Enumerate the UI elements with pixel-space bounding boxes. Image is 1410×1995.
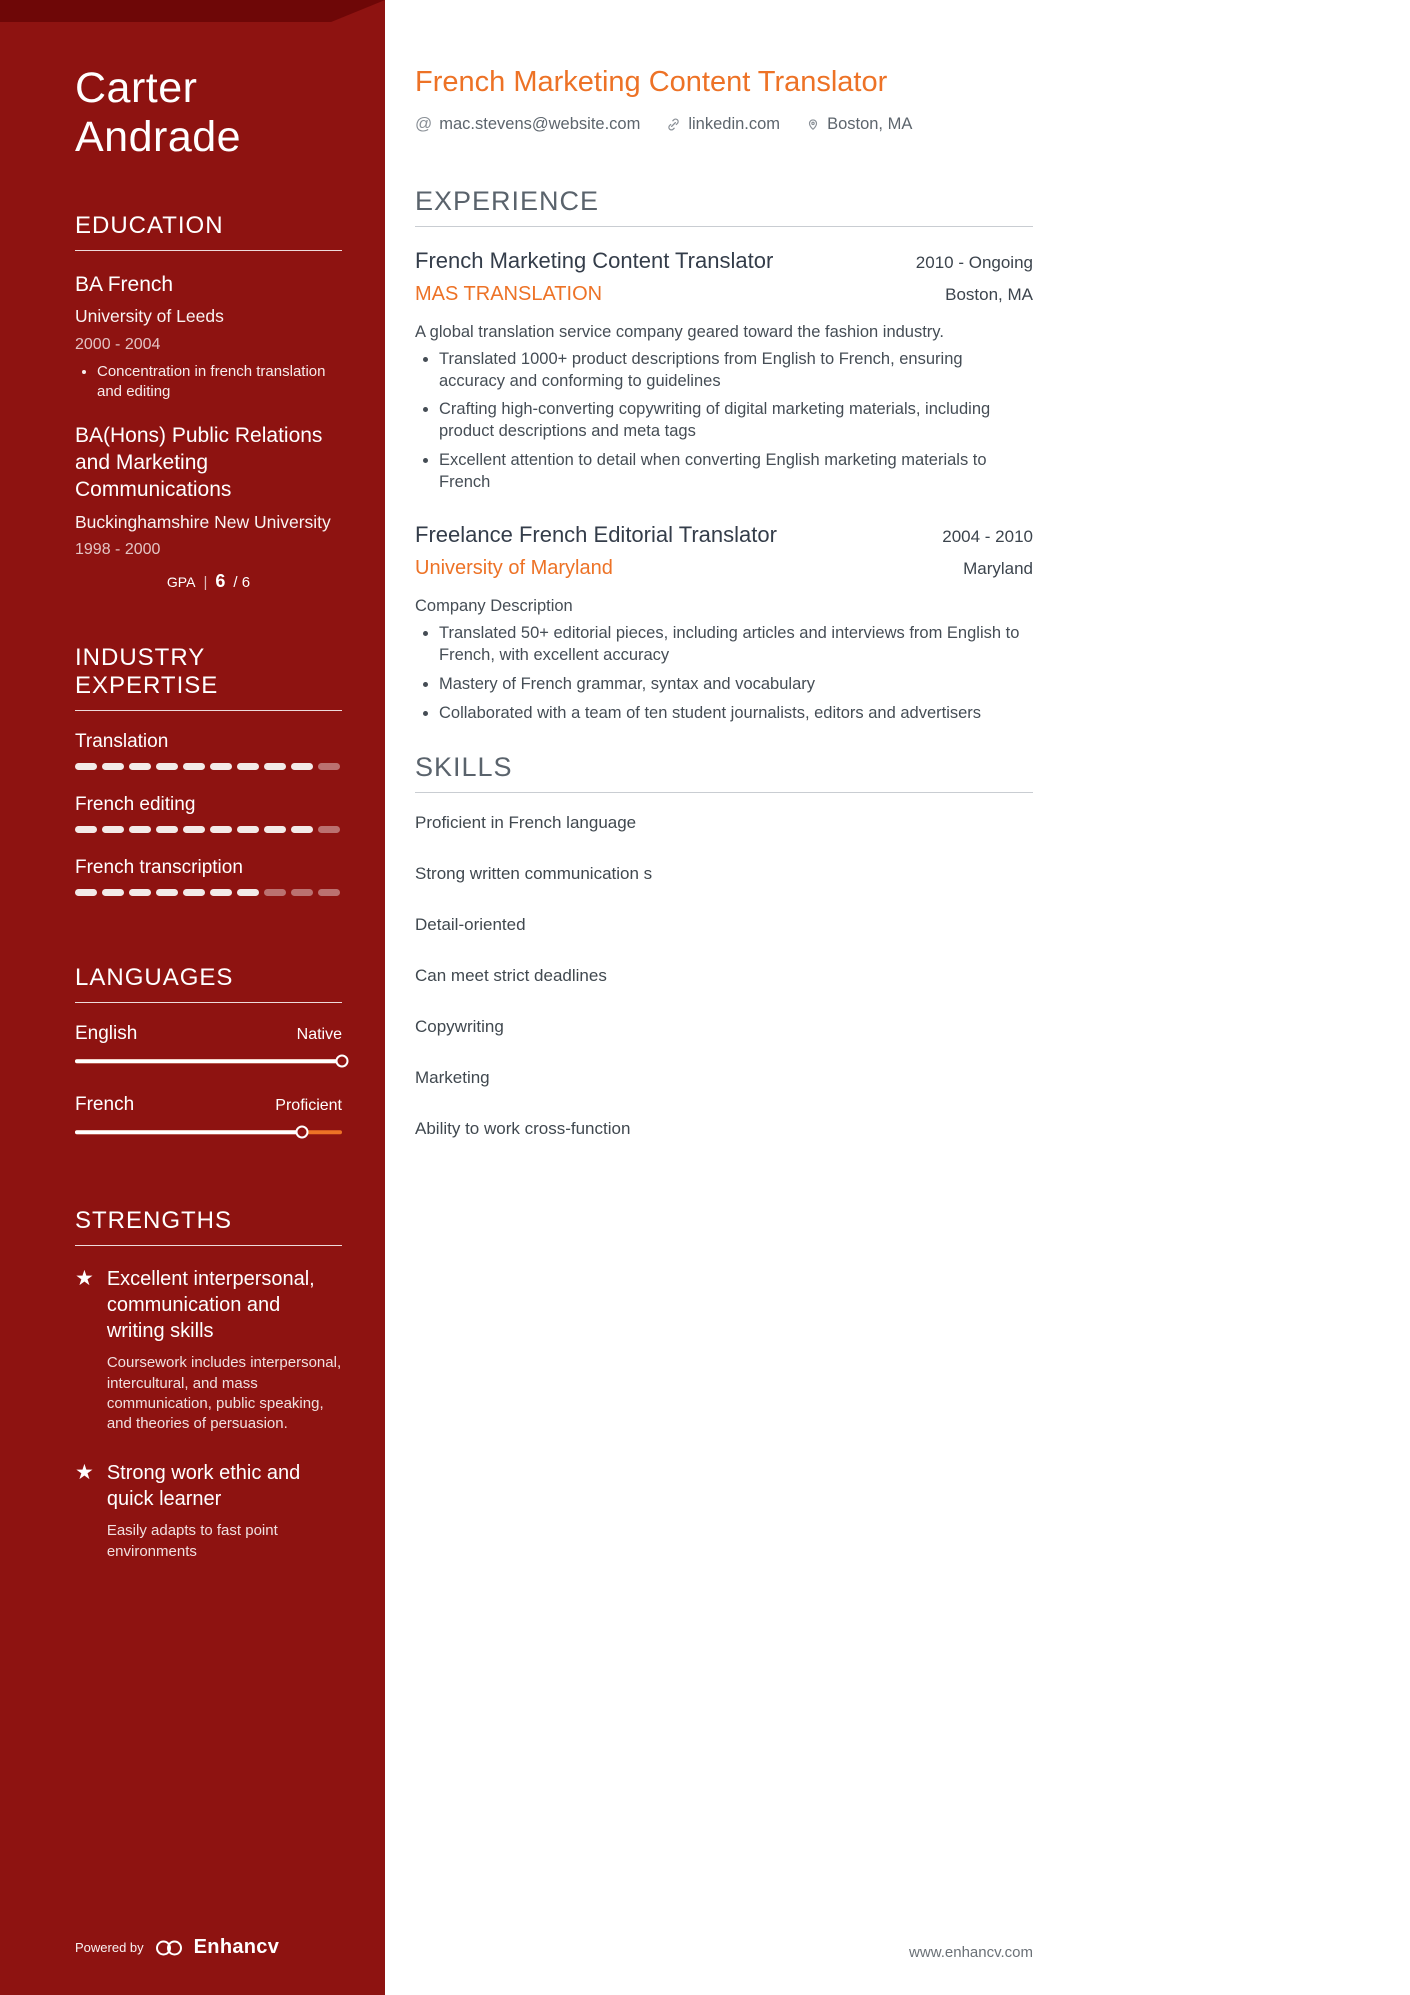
language-level: Proficient xyxy=(275,1097,342,1115)
location-text: Boston, MA xyxy=(827,114,913,133)
job-dates: 2004 - 2010 xyxy=(942,527,1033,547)
candidate-name: Carter Andrade xyxy=(75,64,242,162)
degree: BA French xyxy=(75,273,174,297)
job-location: Boston, MA xyxy=(945,284,1033,304)
skill-level-bar xyxy=(75,826,342,833)
skill-item: Copywriting xyxy=(415,1017,504,1037)
dash-segment xyxy=(75,889,97,896)
dash-segment xyxy=(183,889,205,896)
dash-segment xyxy=(264,889,286,896)
sidebar-footer xyxy=(75,1906,342,1959)
skill-level-bar xyxy=(75,763,342,770)
dash-segment xyxy=(264,763,286,770)
language-row xyxy=(75,1094,342,1139)
dash-segment xyxy=(156,826,178,833)
school: University of Leeds xyxy=(75,306,224,327)
skill-label: Translation xyxy=(75,731,169,753)
experience-heading: EXPERIENCE xyxy=(415,186,1033,227)
job-dates: 2010 - Ongoing xyxy=(915,253,1033,272)
star-icon: ★ xyxy=(75,1267,94,1291)
resume-header xyxy=(415,66,1033,134)
dash-segment xyxy=(183,763,205,770)
skill-item: Ability to work cross-function xyxy=(415,1119,631,1139)
education-section xyxy=(75,212,342,596)
gpa-row xyxy=(75,571,342,592)
dash-segment xyxy=(156,763,178,770)
strength-item xyxy=(75,1460,342,1562)
powered-by-label: Powered by xyxy=(75,1940,144,1955)
enhancv-logo-icon xyxy=(154,1938,184,1958)
gpa-separator: | xyxy=(203,574,208,592)
job-location: Maryland xyxy=(963,559,1033,579)
language-slider xyxy=(75,1125,342,1139)
enhancv-wordmark: Enhancv xyxy=(193,1936,280,1958)
dash-segment xyxy=(237,763,259,770)
gpa-label: GPA xyxy=(166,574,196,591)
job-bullet: • Crafting high-converting copywriting of digital marketing materials, including product descriptions and meta tags xyxy=(439,399,1033,443)
dash-segment xyxy=(264,826,286,833)
expertise-skill xyxy=(75,794,342,833)
linkedin-contact[interactable] xyxy=(666,115,780,134)
email-icon: @ xyxy=(415,114,433,133)
slider-fill xyxy=(75,1060,342,1064)
skill-label: French editing xyxy=(75,794,196,816)
dash-segment xyxy=(291,826,313,833)
strength-title: Strong work ethic and quick learner xyxy=(106,1462,301,1511)
skill-item: Marketing xyxy=(415,1068,490,1088)
strengths-heading: STRENGTHS xyxy=(75,1207,342,1246)
dash-segment xyxy=(318,826,340,833)
strengths-section xyxy=(75,1207,342,1588)
skill-item: Strong written communication s xyxy=(415,864,653,884)
email-contact[interactable] xyxy=(415,114,640,134)
strength-description: Coursework includes interpersonal, intercultural, and mass communication, public speaking, and theories of persuasion. xyxy=(106,1354,342,1433)
contact-row xyxy=(415,114,1033,134)
company-name: MAS TRANSLATION xyxy=(415,282,603,305)
education-heading: EDUCATION xyxy=(75,212,342,251)
job-summary: A global translation service company geared toward the fashion industry. xyxy=(415,322,944,341)
sidebar xyxy=(0,0,385,1995)
education-item xyxy=(75,422,342,593)
job-bullets xyxy=(415,349,1033,494)
skill-label: French transcription xyxy=(75,857,243,879)
top-accent-band xyxy=(0,0,385,22)
slider-fill xyxy=(75,1131,302,1135)
gpa-max: / 6 xyxy=(233,574,251,592)
expertise-skill xyxy=(75,731,342,770)
job-bullet: • Mastery of French grammar, syntax and vocabulary xyxy=(439,674,1033,696)
dash-segment xyxy=(129,763,151,770)
location-contact xyxy=(806,115,912,134)
job-role: French Marketing Content Translator xyxy=(415,248,774,273)
expertise-skill xyxy=(75,857,342,896)
gpa-value: 6 xyxy=(215,571,226,592)
job-bullet: • Collaborated with a team of ten student journalists, editors and advertisers xyxy=(439,703,1033,725)
slider-knob xyxy=(336,1055,349,1068)
language-level: Native xyxy=(296,1026,342,1044)
dash-segment xyxy=(102,763,124,770)
main-content xyxy=(385,0,1410,1995)
job-bullets xyxy=(415,623,1033,724)
degree: BA(Hons) Public Relations and Marketing Communications xyxy=(75,423,323,502)
job-entry xyxy=(415,521,1033,724)
education-dates: 1998 - 2000 xyxy=(75,541,161,559)
language-slider xyxy=(75,1054,342,1068)
skills-section xyxy=(415,752,1033,1139)
link-icon xyxy=(666,117,681,132)
school: Buckinghamshire New University xyxy=(75,511,331,532)
page-title: French Marketing Content Translator xyxy=(415,66,888,98)
skill-item: Proficient in French language xyxy=(415,813,637,833)
dash-segment xyxy=(210,889,232,896)
skills-heading: SKILLS xyxy=(415,752,1033,793)
dash-segment xyxy=(183,826,205,833)
dash-segment xyxy=(210,826,232,833)
dash-segment xyxy=(102,826,124,833)
dash-segment xyxy=(291,889,313,896)
education-bullet: • Concentration in french translation and editing xyxy=(97,362,342,402)
website-link[interactable]: www.enhancv.com xyxy=(909,1944,1033,1961)
dash-segment xyxy=(237,826,259,833)
dash-segment xyxy=(102,889,124,896)
location-pin-icon xyxy=(806,116,820,132)
job-bullet: • Excellent attention to detail when converting English marketing materials to French xyxy=(439,450,1033,494)
dash-segment xyxy=(156,889,178,896)
dash-segment xyxy=(291,763,313,770)
job-bullet: • Translated 50+ editorial pieces, including articles and interviews from English to French, with excellent accuracy xyxy=(439,623,1033,667)
slider-knob xyxy=(295,1126,308,1139)
experience-section xyxy=(415,186,1033,724)
job-role: Freelance French Editorial Translator xyxy=(415,522,777,548)
language-name: French xyxy=(75,1094,135,1116)
languages-section xyxy=(75,964,342,1165)
company-name: University of Maryland xyxy=(415,557,613,580)
languages-heading: LANGUAGES xyxy=(75,964,342,1003)
dash-segment xyxy=(237,889,259,896)
language-name: English xyxy=(75,1023,138,1045)
dash-segment xyxy=(318,889,340,896)
language-row xyxy=(75,1023,342,1068)
dash-segment xyxy=(75,763,97,770)
strength-item xyxy=(75,1266,342,1434)
star-icon: ★ xyxy=(75,1461,94,1485)
job-bullet: • Translated 1000+ product descriptions from English to French, ensuring accuracy and conforming to guidelines xyxy=(439,349,1033,393)
strength-description: Easily adapts to fast point environments xyxy=(106,1522,278,1560)
dash-segment xyxy=(129,889,151,896)
job-entry xyxy=(415,247,1033,493)
industry-expertise-heading: INDUSTRY EXPERTISE xyxy=(75,644,342,711)
skill-level-bar xyxy=(75,889,342,896)
job-summary: Company Description xyxy=(415,597,573,616)
strength-title: Excellent interpersonal, communication and writing skills xyxy=(106,1268,315,1343)
dash-segment xyxy=(210,763,232,770)
dash-segment xyxy=(75,826,97,833)
industry-expertise-section xyxy=(75,644,342,920)
skill-item: Detail-oriented xyxy=(415,915,526,935)
link-text: linkedin.com xyxy=(688,114,781,133)
education-item xyxy=(75,271,342,402)
dash-segment xyxy=(129,826,151,833)
skill-item: Can meet strict deadlines xyxy=(415,966,607,986)
email-text: mac.stevens@website.com xyxy=(439,114,641,133)
education-bullets xyxy=(75,362,342,402)
education-dates: 2000 - 2004 xyxy=(75,336,161,354)
dash-segment xyxy=(318,763,340,770)
